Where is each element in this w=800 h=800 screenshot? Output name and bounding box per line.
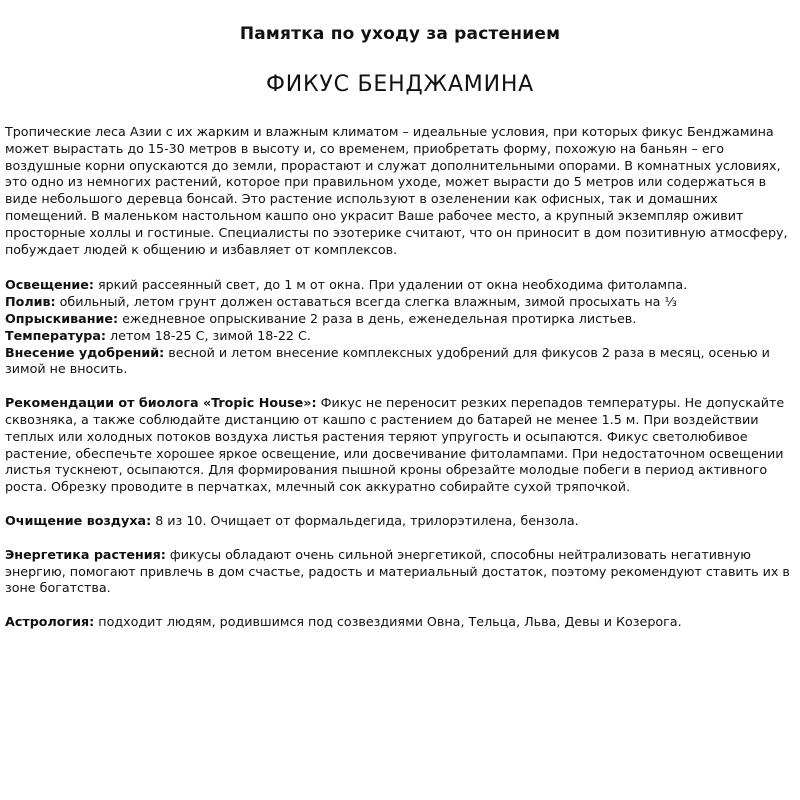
temperature-line bbox=[5, 328, 795, 345]
energy-text: фикусы обладают очень сильной энергетикой, способны нейтрализовать негативную энергию, помогают привлечь в дом счастье, радость и материальный достаток, поэтому рекомендуют ставить их в зоне богатства. bbox=[5, 546, 790, 596]
air-purification-paragraph bbox=[5, 513, 795, 530]
watering-text: обильный, летом грунт должен оставаться всегда слегка влажным, зимой просыхать на ⅓ bbox=[55, 294, 677, 310]
lighting-label: Освещение: bbox=[5, 277, 94, 293]
lighting-line bbox=[5, 277, 795, 294]
spacer bbox=[5, 530, 795, 547]
energy-paragraph bbox=[5, 547, 795, 597]
fertilizer-line bbox=[5, 345, 795, 379]
energy-label: Энергетика растения: bbox=[5, 546, 166, 562]
recommendations-paragraph bbox=[5, 395, 795, 496]
spraying-line bbox=[5, 311, 795, 328]
plant-name-heading: ФИКУС БЕНДЖАМИНА bbox=[265, 72, 535, 97]
air-purification-label: Очищение воздуха: bbox=[5, 512, 152, 528]
spacer bbox=[5, 597, 795, 614]
air-purification-text: 8 из 10. Очищает от формальдегида, трилорэтилена, бензола. bbox=[151, 512, 579, 528]
intro-paragraph: Тропические леса Азии с их жарким и влажным климатом – идеальные условия, при которых фикус Бенджамина может вырастать до 15-30 метров в высоту и, со временем, приобретать форму, похожую на баньян – его воздушные корни опускаются до земли, прорастают и служат дополнительными опорами. В комнатных условиях, это одно из немногих растений, которое при правильном уходе, может вырасти до 5 метров или содержаться в виде небольшого деревца бонсай. Это растение используют в озеленении как офисных, так и домашних помещений. В маленьком настольном кашпо оно украсит Ваше рабочее место, а крупный экземпляр оживит просторные холлы и гостиные. Специалисты по эзотерике считают, что он приносит в дом позитивную атмосферу, побуждает людей к общению и избавляет от комплексов. bbox=[5, 124, 788, 257]
care-section bbox=[5, 277, 795, 378]
recommendations-text: Фикус не переносит резких перепадов температуры. Не допускайте сквозняка, а также соблюдайте дистанцию от кашпо с растением до батарей не менее 1.5 м. При воздействии теплых или холодных потоков воздуха листья растения теряют упругость и осыпаются. Фикус светолюбивое растение, обеспечьте хорошее яркое освещение, или досвечивание фитолампами. При недостаточном освещении листья тускнеют, осыпаются. Для формирования пышной кроны обрезайте молодые побеги в период активного роста. Обрезку проводите в перчатках, млечный сок аккуратно собирайте сухой тряпочкой. bbox=[5, 395, 785, 495]
astrology-paragraph bbox=[5, 614, 795, 631]
temperature-text: летом 18-25 С, зимой 18-22 С. bbox=[106, 327, 311, 343]
spacer bbox=[5, 496, 795, 513]
watering-label: Полив: bbox=[5, 294, 56, 310]
lighting-text: яркий рассеянный свет, до 1 м от окна. При удалении от окна необходима фитолампа. bbox=[93, 277, 688, 293]
leaflet-content bbox=[5, 124, 795, 631]
fertilizer-text: весной и летом внесение комплексных удобрений для фикусов 2 раза в месяц, осенью и зимой не вносить. bbox=[5, 344, 770, 377]
spacer bbox=[5, 378, 795, 395]
temperature-label: Температура: bbox=[5, 327, 106, 343]
spraying-text: ежедневное опрыскивание 2 раза в день, еженедельная протирка листьев. bbox=[118, 310, 637, 326]
fertilizer-label: Внесение удобрений: bbox=[5, 344, 165, 360]
spacer bbox=[5, 258, 795, 277]
recommendations-label: Рекомендации от биолога «Tropic House»: bbox=[5, 395, 317, 411]
astrology-label: Астрология: bbox=[5, 614, 95, 630]
astrology-text: подходит людям, родившимся под созвездиями Овна, Тельца, Льва, Девы и Козерога. bbox=[94, 614, 682, 630]
watering-line bbox=[5, 294, 795, 311]
spraying-label: Опрыскивание: bbox=[5, 310, 119, 326]
leaflet-title: Памятка по уходу за растением bbox=[239, 24, 561, 44]
